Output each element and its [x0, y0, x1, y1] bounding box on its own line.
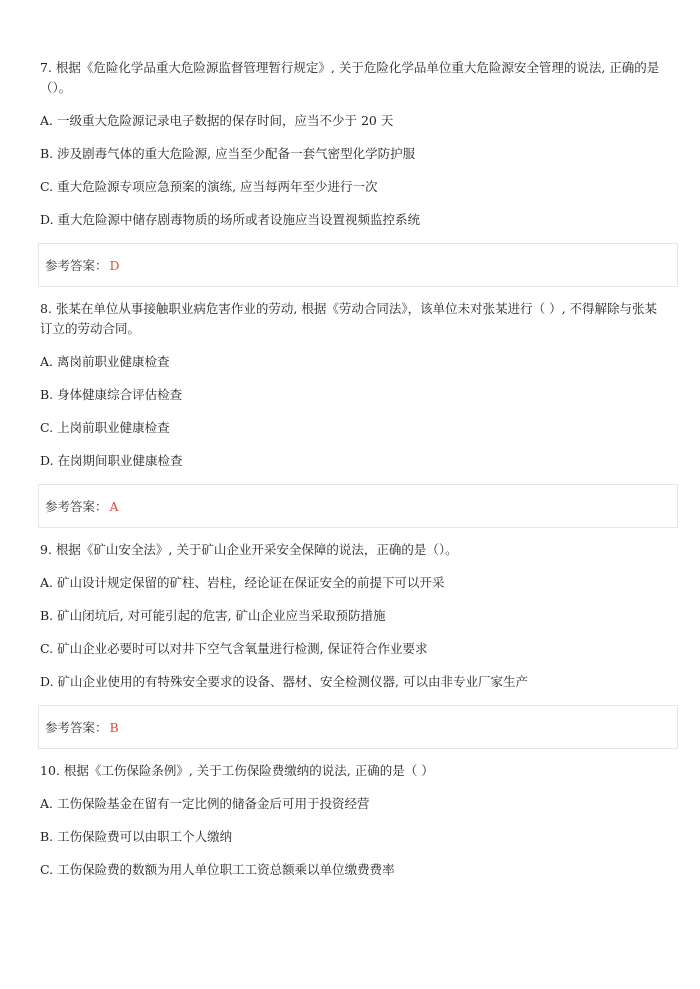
- option-d: D. 矿山企业使用的有特殊安全要求的设备、器材、安全检测仪器, 可以由非专业厂家生产: [40, 674, 528, 689]
- option-b: B. 涉及剧毒气体的重大危险源, 应当至少配备一套气密型化学防护服: [40, 146, 416, 161]
- option-a: A. 一级重大危险源记录电子数据的保存时间，应当不少于 20 天: [40, 113, 394, 128]
- option-a: A. 离岗前职业健康检查: [40, 354, 170, 369]
- question-stem: 7. 根据《危险化学品重大危险源监督管理暂行规定》, 关于危险化学品单位重大危险源安全管理的说法, 正确的是（）。: [40, 60, 660, 95]
- question-7: [38, 58, 668, 287]
- answer-label: 参考答案：: [45, 720, 108, 735]
- answer-label: 参考答案：: [45, 499, 108, 514]
- option-a: A. 矿山设计规定保留的矿柱、岩柱，经论证在保证安全的前提下可以开采: [40, 575, 445, 590]
- option-c: C. 上岗前职业健康检查: [40, 420, 170, 435]
- option-d: D. 在岗期间职业健康检查: [40, 453, 183, 468]
- answer-value: B: [109, 719, 119, 735]
- question-stem: 10. 根据《工伤保险条例》, 关于工伤保险费缴纳的说法, 正确的是（ ）: [40, 763, 434, 778]
- answer-box: [38, 705, 678, 749]
- option-c: C. 矿山企业必要时可以对井下空气含氧量进行检测, 保证符合作业要求: [40, 641, 428, 656]
- answer-box: [38, 484, 678, 528]
- option-d: D. 重大危险源中储存剧毒物质的场所或者设施应当设置视频监控系统: [40, 212, 421, 227]
- option-b: B. 矿山闭坑后, 对可能引起的危害, 矿山企业应当采取预防措施: [40, 608, 386, 623]
- option-a: A. 工伤保险基金在留有一定比例的储备金后可用于投资经营: [40, 796, 370, 811]
- answer-value: A: [109, 498, 119, 514]
- document-body: [38, 58, 668, 893]
- question-stem: 8. 张某在单位从事接触职业病危害作业的劳动, 根据《劳动合同法》，该单位未对张某进行（ ）, 不得解除与张某订立的劳动合同。: [40, 301, 658, 336]
- question-10: [38, 761, 668, 880]
- answer-box: [38, 243, 678, 287]
- answer-value: D: [109, 257, 120, 273]
- question-9: [38, 540, 668, 749]
- question-8: [38, 299, 668, 528]
- answer-label: 参考答案：: [45, 258, 108, 273]
- option-c: C. 重大危险源专项应急预案的演练, 应当每两年至少进行一次: [40, 179, 378, 194]
- option-b: B. 身体健康综合评估检查: [40, 387, 183, 402]
- option-c: C. 工伤保险费的数额为用人单位职工工资总额乘以单位缴费费率: [40, 862, 395, 877]
- option-b: B. 工伤保险费可以由职工个人缴纳: [40, 829, 233, 844]
- question-stem: 9. 根据《矿山安全法》, 关于矿山企业开采安全保障的说法，正确的是（）。: [40, 542, 458, 557]
